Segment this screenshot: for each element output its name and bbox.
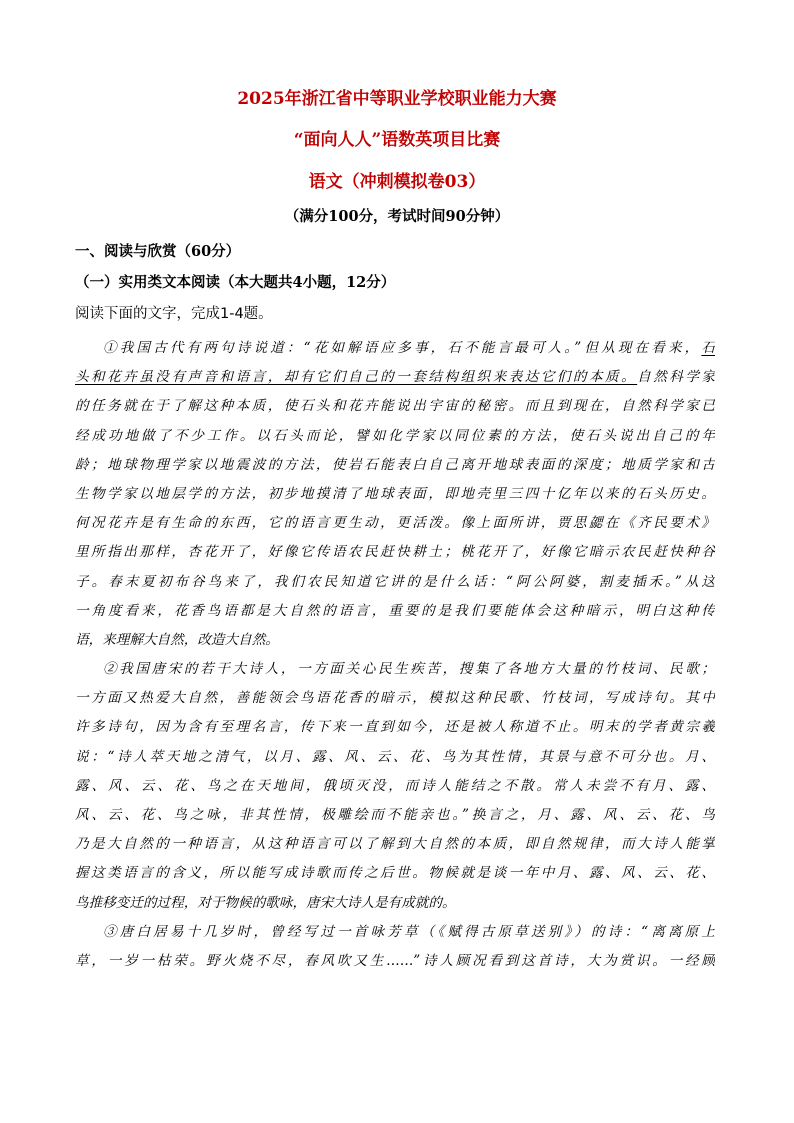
paper-title: 语文（冲刺模拟卷03） (308, 172, 486, 192)
passage-line: 子。春末夏初布谷鸟来了，我们农民知道它讲的是什么话：“阿公阿婆，割麦插禾。”从这 (75, 573, 715, 590)
passage-line: 乃是大自然的一种语言，从这种语言可以了解到大自然的本质，即自然规律，而大诗人能掌 (75, 836, 715, 853)
passage-line: 一角度看来，花香鸟语都是大自然的语言，重要的是我们要能体会这种暗示，明白这种传 (75, 602, 715, 619)
score-time-note: （满分100分，考试时间90分钟） (284, 208, 510, 225)
passage-line: 鸟推移变迁的过程，对于物候的歌咏，唐宋大诗人是有成就的。 (75, 894, 456, 911)
passage-paragraph-3 (75, 918, 715, 976)
passage-line: 握这类语言的含义，所以能写成诗歌而传之后世。物候就是谈一年中月、露、风、云、花、 (75, 865, 715, 882)
passage-line: 一方面又热爱大自然，善能领会鸟语花香的暗示，模拟这种民歌、竹枝词，写成诗句。其中 (75, 690, 715, 707)
passage-line: 语，来理解大自然，改造大自然。 (75, 631, 279, 648)
passage-paragraph-1 (75, 334, 715, 655)
passage-line: ①我国古代有两句诗说道：“花如解语应多事，石不能言最可人。”但从现在看来，石 (103, 340, 715, 356)
passage-line: 露、风、云、花、鸟之在天地间，俄顷灭没，而诗人能结之不散。常人未尝不有月、露、 (75, 777, 715, 794)
passage-line: 说：“诗人萃天地之清气，以月、露、风、云、花、鸟为其性情，其景与意不可分也。月、 (75, 748, 715, 765)
reading-instruction: 阅读下面的文字，完成1-4题。 (75, 306, 273, 322)
passage-line: 的任务就在于了解这种本质，使石头和花卉能说出宇宙的秘密。而且到现在，自然科学家已 (75, 398, 715, 415)
exam-subtitle: “面向人人”语数英项目比赛 (293, 130, 501, 150)
subsection-heading: （一）实用类文本阅读（本大题共4小题，12分） (75, 274, 396, 291)
passage-paragraph-2 (75, 655, 715, 918)
passage-line: 草，一岁一枯荣。野火烧不尽，春风吹又生……”诗人顾况看到这首诗，大为赏识。一经顾 (75, 953, 715, 970)
passage-line: 头和花卉虽没有声音和语言，却有它们自己的一套结构组织来表达它们的本质。自然科学家 (75, 369, 715, 386)
passage-line: 何况花卉是有生命的东西，它的语言更生动，更活泼。像上面所讲，贾思勰在《齐民要术》 (75, 515, 715, 532)
exam-title: 2025年浙江省中等职业学校职业能力大赛 (237, 89, 557, 109)
passage-line: 龄；地球物理学家以地震波的方法，使岩石能表白自己离开地球表面的深度；地质学家和古 (75, 456, 715, 473)
section-heading: 一、阅读与欣赏（60分） (75, 243, 241, 260)
passage-line: ②我国唐宋的若干大诗人，一方面关心民生疾苦，搜集了各地方大量的竹枝词、民歌； (103, 661, 715, 677)
passage-line: 里所指出那样，杏花开了，好像它传语农民赶快耕土；桃花开了，好像它暗示农民赶快种谷 (75, 544, 715, 561)
passage-line: ③唐白居易十几岁时，曾经写过一首咏芳草（《赋得古原草送别》）的诗：“离离原上 (103, 924, 715, 940)
passage-line: 许多诗句，因为含有至理名言，传下来一直到如今，还是被人称道不止。明末的学者黄宗羲 (75, 719, 715, 736)
passage-line: 风、云、花、鸟之咏，非其性情，极雕绘而不能亲也。”换言之，月、露、风、云、花、鸟 (75, 806, 715, 823)
passage-line: 生物学家以地层学的方法，初步地摸清了地球表面，即地壳里三四十亿年以来的石头历史。 (75, 485, 715, 502)
passage-line: 经成功地做了不少工作。以石头而论，譬如化学家以同位素的方法，使石头说出自己的年 (75, 427, 715, 444)
